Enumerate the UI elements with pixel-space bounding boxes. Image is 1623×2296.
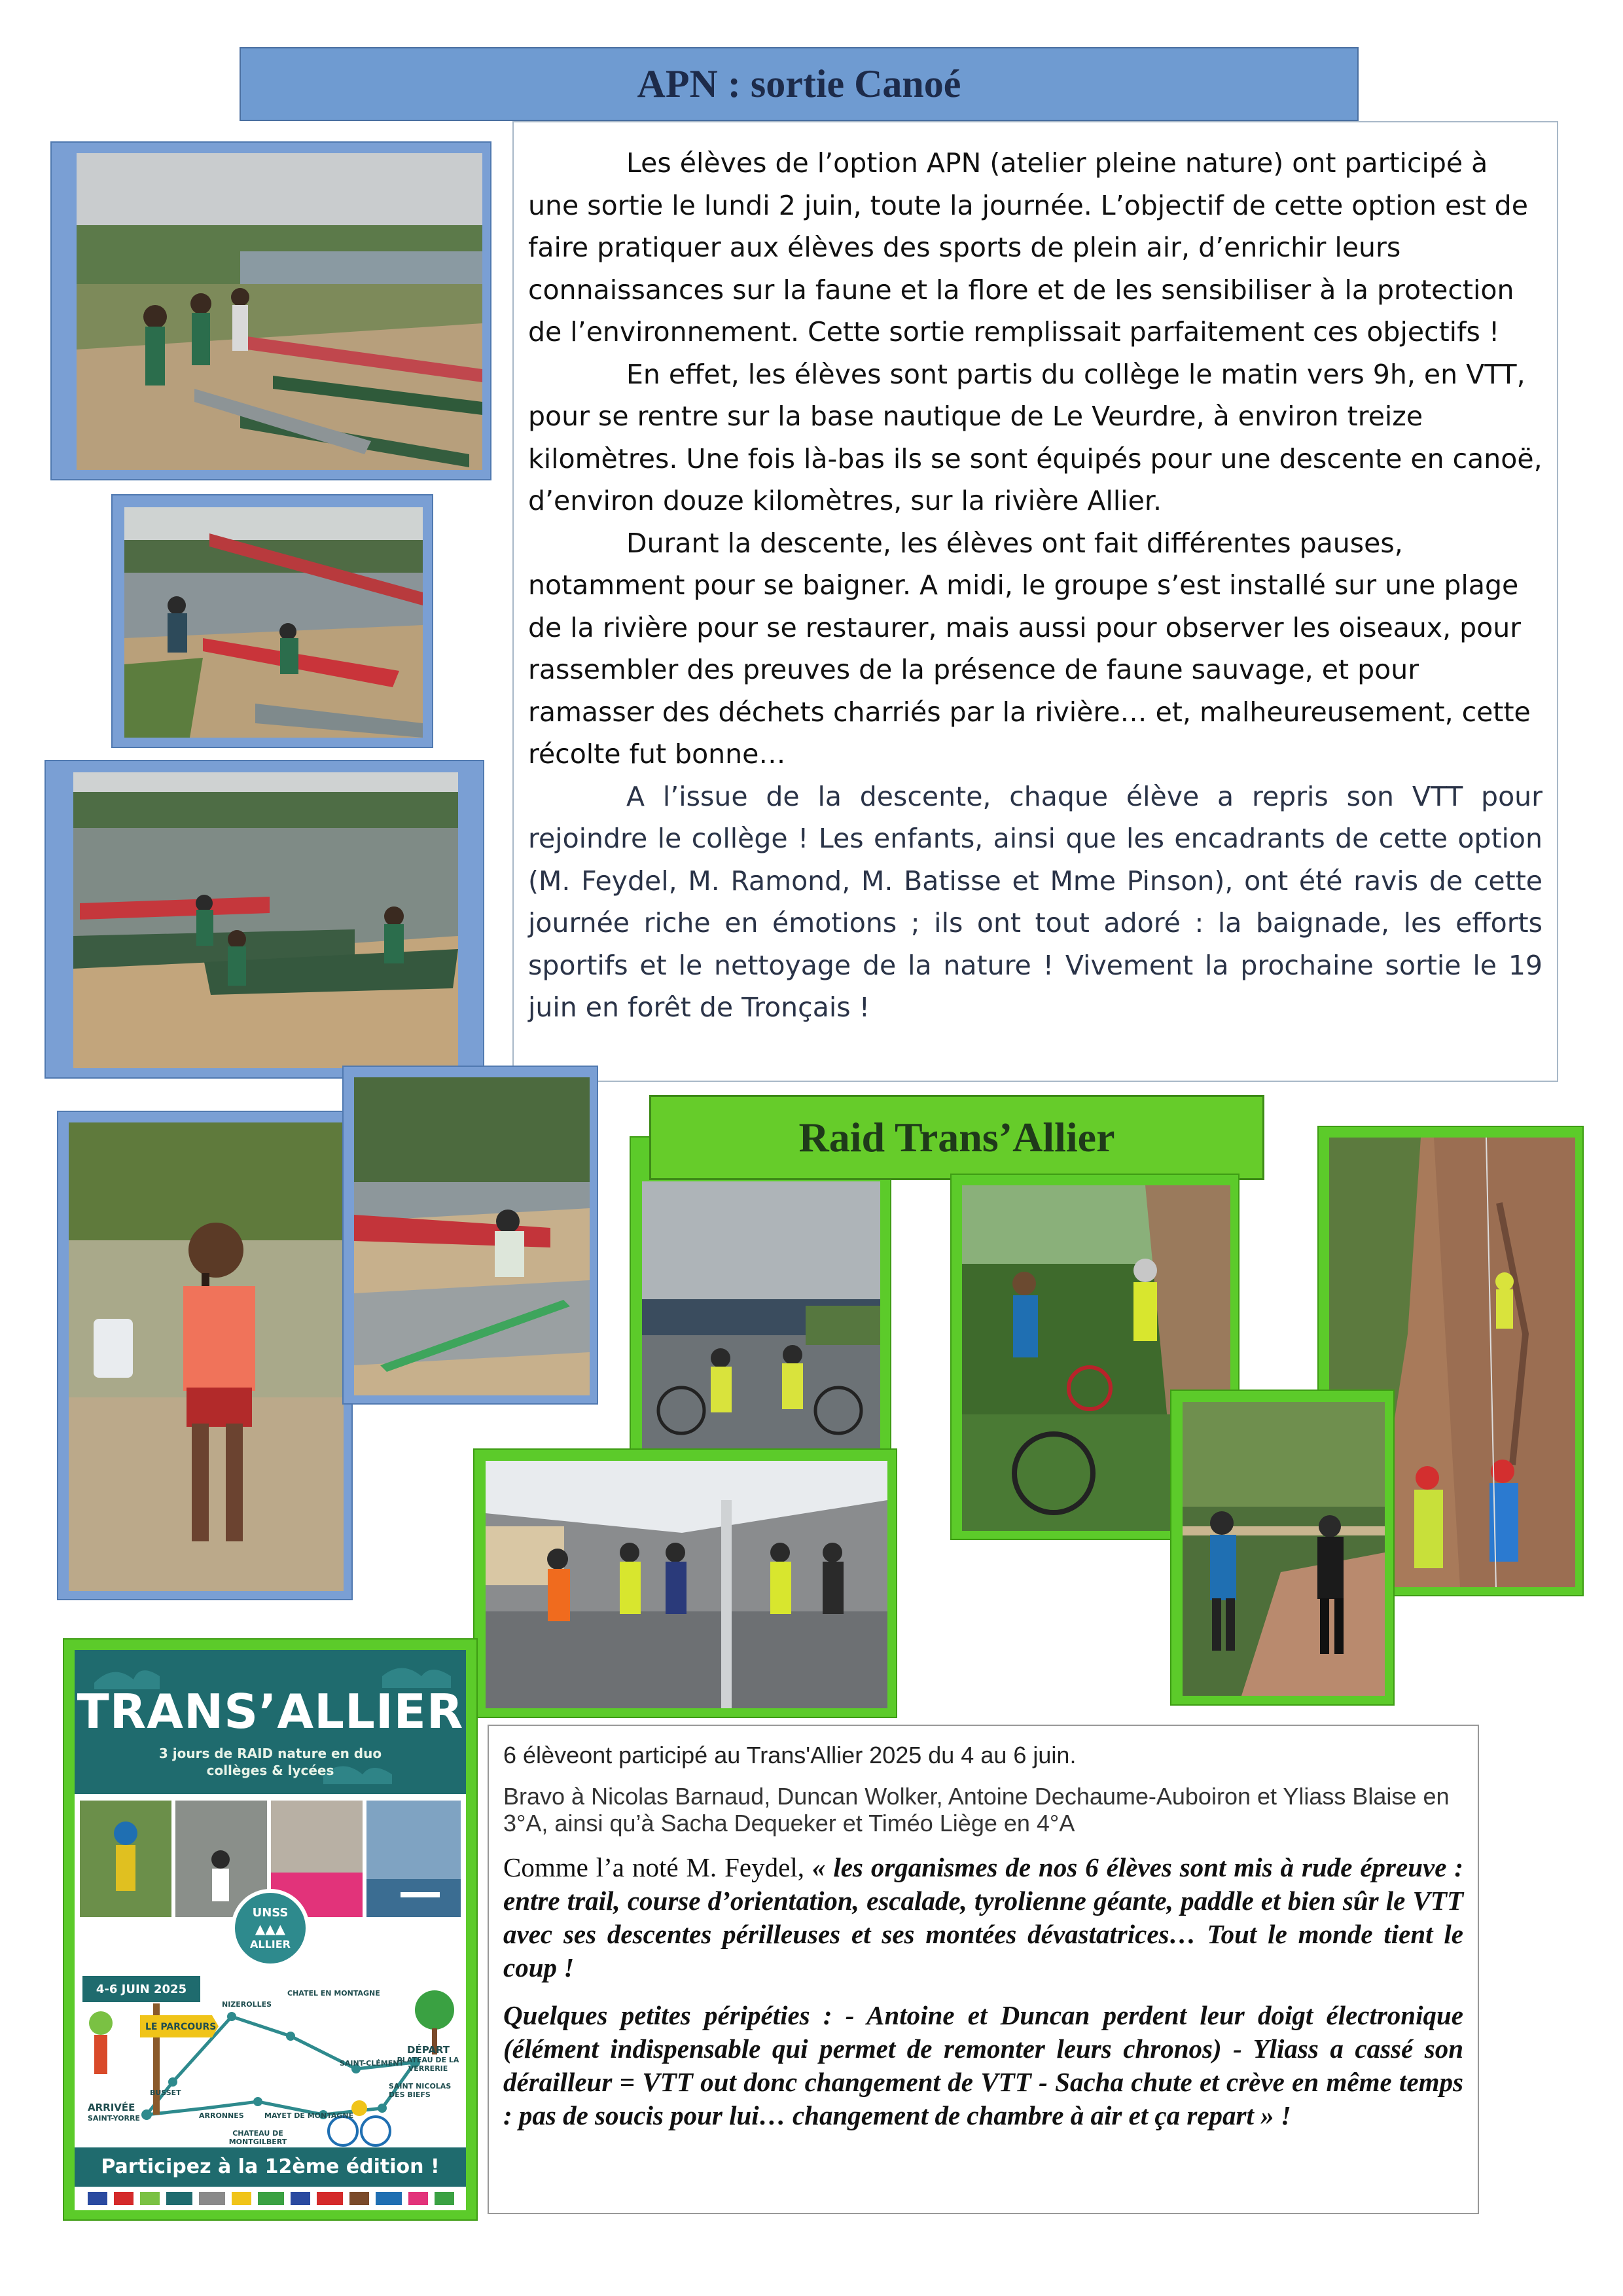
photo-frame-group-tent [473, 1448, 897, 1718]
place-mayet-de-montagne: MAYET DE MONTAGNE [264, 2111, 354, 2120]
trans-allier-poster [63, 1638, 478, 2221]
raid-quote-paragraph [503, 1851, 1463, 1984]
poster-date: 4-6 JUIN 2025 [82, 1976, 200, 2002]
place-saint-clement: SAINT-CLÉMENT [340, 2059, 404, 2068]
unss-allier-badge [231, 1889, 310, 1967]
poster-footer-cta: Participez à la 12ème édition ! [75, 2147, 466, 2187]
photo-frame-canoe-bank [50, 141, 491, 480]
photo-frame-bike-start [630, 1136, 891, 1498]
apn-paragraph-1: Les élèves de l’option APN (atelier pleine nature) ont participé à une sortie le lundi 2 juin, toute la journée. L’objectif de cette option est de faire pratiquer aux élèves des sports de plein air, d’enrichir leurs connaissances sur la faune et la flore et de les sensibiliser à la protection de l’environnement. Cette sortie remplissait parfaitement ces objectifs ! [528, 147, 1528, 348]
raid-quote-lead: Comme l’a noté M. Feydel, [503, 1852, 812, 1882]
poster-title: TRANS’ALLIER [77, 1684, 464, 1739]
photo-frame-canoe-sand [45, 760, 484, 1079]
poster-subtitle-line1: 3 jours de RAID nature en duo [158, 1746, 382, 1761]
place-chateau-de-montgilbert: CHATEAU DE MONTGILBERT [228, 2129, 287, 2146]
raid-quote: « les organismes de nos 6 élèves sont mis à rude épreuve : entre trail, course d’orientation, escalade, tyrolienne géante, paddle et bien sûr le VTT avec ses descentes périlleuses et ses montées dévastatrices… Tout le monde tient le coup ! [503, 1852, 1463, 1982]
raid-incidents: Quelques petites péripéties : - Antoine et Duncan perdent leur doigt électronique (élément indispensable qui permet de remonter leurs chronos) - Yliass a cassé son dérailleur = VTT out donc changement de VTT - Sacha chute et crève en même temps : pas de soucis pour lui… changement de chambre à air et ça repart » ! [503, 2000, 1463, 2130]
photo-canoe-pull [124, 507, 423, 738]
place-saint-nicolas-des-biefs: SAINT NICOLAS DES BIEFS [389, 2082, 452, 2099]
photo-canoe-sand [73, 772, 458, 1068]
photo-frame-canoe-pull [111, 494, 433, 748]
raid-section-title: Raid Trans’Allier [649, 1095, 1264, 1180]
poster-content [75, 1650, 466, 2210]
apn-paragraph-4: A l’issue de la descente, chaque élève a repris son VTT pour rejoindre le collège ! Les enfants, ainsi que les encadrants de cette option (M. Feydel, M. Ramond, M. Batisse et Mme Pinson), ont été ravis de cette journée riche en émotions ; ils ont tout adoré : la baignade, les efforts sportifs et le nettoyage de la nature ! Vivement la prochaine sortie le 19 juin en forêt de Tronçais ! [528, 780, 1543, 1023]
apn-paragraph-3: Durant la descente, les élèves ont fait différentes pauses, notamment pour se baigner. A midi, le groupe s’est installé sur une plage de la rivière pour se restaurer, mais aussi pour observer les oiseaux, pour rassembler des preuves de la présence de faune sauvage, et pour ramasser des déchets charriés par la rivière… et, malheureusement, cette récolte fut bonne… [528, 527, 1531, 770]
apn-article-text [512, 121, 1558, 1082]
place-busset: BUSSET [150, 2089, 181, 2097]
arrivee-place: SAINT-YORRE [88, 2114, 140, 2123]
raid-article-text [488, 1725, 1479, 2214]
badge-mountain-icon: ▲▲▲ [255, 1921, 286, 1937]
photo-group-tent [486, 1461, 887, 1708]
photo-frame-trail-run [1170, 1390, 1395, 1706]
badge-bottom-text: ALLIER [250, 1938, 291, 1950]
arrivee-label: ARRIVÉE [88, 2102, 135, 2113]
place-nizerolles: NIZEROLLES [222, 2000, 272, 2009]
photo-frame-pushing-canoe [342, 1066, 598, 1405]
poster-body [75, 1794, 466, 2147]
apn-paragraph-2: En effet, les élèves sont partis du collège le matin vers 9h, en VTT, pour se rentre sur la base nautique de Le Veurdre, à environ treize kilomètres. Une fois là-bas ils se sont équipés pour une descente en canoë, d’environ douze kilomètres, sur la rivière Allier. [528, 358, 1543, 516]
badge-top-text: UNSS [252, 1906, 289, 1920]
raid-congratulations: Bravo à Nicolas Barnaud, Duncan Wolker, Antoine Dechaume-Auboiron et Yliass Blaise en 3°A, ainsi qu’à Sacha Dequeker et Timéo Liège en 4°A [503, 1783, 1450, 1837]
apn-section-title: APN : sortie Canoé [240, 47, 1359, 121]
place-chatel-en-montagne: CHATEL EN MONTAGNE [287, 1989, 380, 1998]
photo-frame-student-portrait [57, 1111, 353, 1600]
photo-bike-start [642, 1181, 880, 1488]
raid-incidents-paragraph [503, 1999, 1463, 2132]
photo-pushing-canoe [354, 1077, 590, 1395]
photo-trail-run [1183, 1402, 1385, 1696]
raid-intro: 6 élèveont participé au Trans'Allier 2025 du 4 au 6 juin. [503, 1742, 1077, 1768]
depart-label: DÉPART [407, 2044, 450, 2056]
place-arronnes: ARRONNES [199, 2111, 244, 2120]
depart-place: PLATEAU DE LA VERRERIE [397, 2056, 459, 2073]
poster-subtitle-line2: collèges & lycées [206, 1763, 334, 1778]
photo-canoe-bank [77, 153, 482, 470]
poster-sponsor-logos [75, 2187, 466, 2210]
sponsor-logos-icon [75, 2187, 466, 2210]
photo-student-portrait [69, 1122, 344, 1591]
poster-subtitle [75, 1745, 466, 1779]
parcours-label: LE PARCOURS [145, 2022, 217, 2032]
